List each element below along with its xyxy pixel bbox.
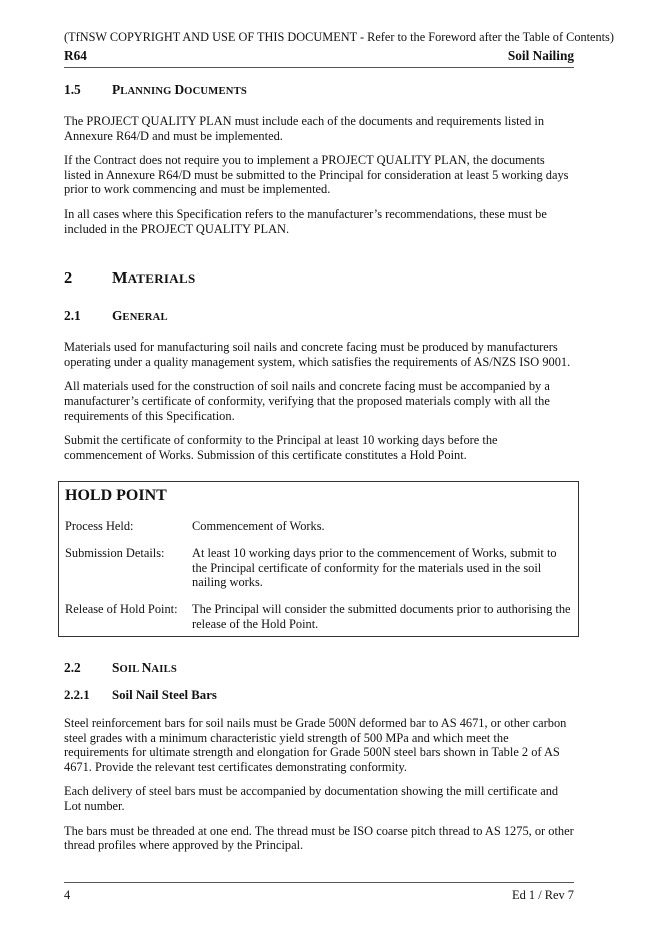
paragraph: All materials used for the construction of soil nails and concrete facing must be accompanied by a manufacturer’s certificate of conformity, verifying that the proposed materials comply with all the requirements of this Specification.: [64, 379, 550, 423]
heading-number: 1.5: [64, 82, 81, 97]
heading-2-1: [64, 308, 574, 330]
heading-cap: D: [174, 82, 185, 97]
heading-cap: S: [112, 660, 120, 675]
doc-code: R64: [64, 48, 87, 63]
heading-cap: M: [112, 268, 128, 288]
paragraph: The bars must be threaded at one end. The thread must be ISO coarse pitch thread to AS 1275, or other thread profiles where approved by the Principal.: [64, 823, 574, 853]
hold-point-box: [58, 481, 579, 637]
heading-number: 2.2: [64, 660, 81, 675]
hold-row-value: The Principal will consider the submitted documents prior to authorising the release of the Hold Point.: [192, 602, 571, 631]
page-content: [64, 78, 574, 462]
heading-rest: OCUMENTS: [184, 86, 247, 97]
heading-1-5: [64, 82, 574, 104]
paragraph: In all cases where this Specification refers to the manufacturer’s recommendations, these must be included in the PROJECT QUALITY PLAN.: [64, 206, 547, 236]
paragraph: Materials used for manufacturing soil nails and concrete facing must be produced by manufacturers operating under a quality management system, which satisfies the requirements of AS/NZS ISO 9001.: [64, 340, 571, 369]
hold-row-value: Commencement of Works.: [192, 519, 325, 533]
copyright-notice: (TfNSW COPYRIGHT AND USE OF THIS DOCUMENT - Refer to the Foreword after the Table of Contents): [64, 30, 614, 44]
paragraph: Steel reinforcement bars for soil nails must be Grade 500N deformed bar to AS 4671, or other carbon steel grades with a minimum characteristic yield strength of 500 MPa and which meet the requirements for ultimate strength and elongation for Grade 500N steel bars shown in Table 2 of AS 4671. Provide the relevant test certificates demonstrating conformity.: [64, 716, 567, 774]
hold-row-key: Process Held:: [65, 519, 134, 533]
page-number: 4: [64, 888, 71, 902]
paragraph: Each delivery of steel bars must be accompanied by documentation showing the mill certificate and Lot number.: [64, 784, 559, 813]
heading-cap: P: [112, 82, 121, 97]
hold-point-title: HOLD POINT: [65, 487, 167, 504]
paragraph: Submit the certificate of conformity to the Principal at least 10 working days before the commencement of Works. Submission of this certificate constitutes a Hold Point.: [64, 433, 498, 462]
paragraph: The PROJECT QUALITY PLAN must include each of the documents and requirements listed in Annexure R64/D and must be implemented.: [64, 114, 545, 143]
heading-cap: G: [112, 308, 123, 324]
heading-rest: LANNING: [120, 86, 175, 97]
edition-label: Ed 1 / Rev 7: [512, 888, 574, 902]
header-rule: [64, 67, 574, 68]
heading-rest: OIL: [119, 664, 142, 675]
heading-number: 2.2.1: [64, 688, 90, 702]
page-content-lower: [64, 656, 574, 853]
heading-2-2: [64, 660, 574, 682]
paragraph: If the Contract does not require you to implement a PROJECT QUALITY PLAN, the documents listed in Annexure R64/D must be submitted to the Principal for consideration at least 5 working days prior to work commencing and must be implemented.: [64, 153, 569, 197]
doc-title: Soil Nailing: [507, 48, 574, 63]
heading-title: Soil Nail Steel Bars: [112, 688, 217, 702]
heading-rest: AILS: [151, 664, 177, 675]
hold-row-key: Release of Hold Point:: [65, 602, 178, 616]
heading-2-2-1: [64, 688, 574, 706]
heading-cap: N: [141, 660, 152, 675]
heading-rest: ATERIALS: [127, 271, 196, 287]
heading-number: 2: [64, 268, 73, 288]
hold-row-key: Submission Details:: [65, 546, 165, 560]
heading-2: [64, 268, 574, 292]
footer-rule: [64, 882, 574, 883]
heading-number: 2.1: [64, 308, 81, 324]
heading-rest: ENERAL: [122, 312, 168, 324]
hold-row-value: At least 10 working days prior to the commencement of Works, submit to the Principal certificate of conformity for the materials used in the soil nailing works.: [192, 546, 557, 590]
